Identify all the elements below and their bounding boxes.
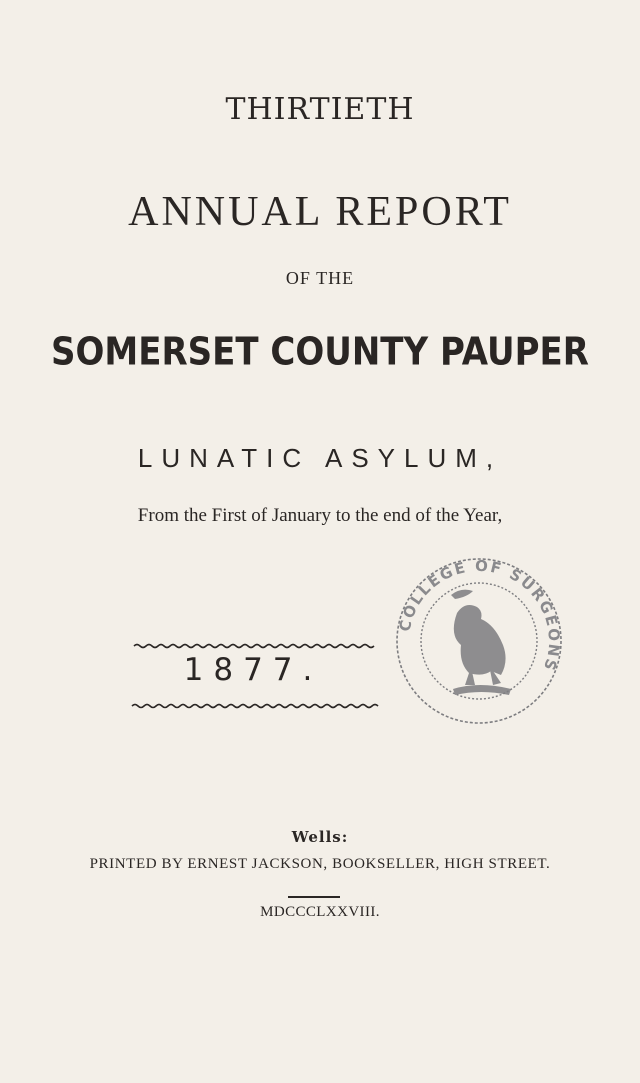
year-block: [128, 640, 388, 715]
institution-name-line2: LUNATIC ASYLUM,: [137, 443, 503, 473]
report-title: ANNUAL REPORT: [128, 189, 512, 235]
of-the-text: OF THE: [285, 268, 355, 288]
library-stamp: [393, 555, 565, 727]
library-stamp-bird-icon: [393, 555, 565, 727]
printer-imprint: PRINTED BY ERNEST JACKSON, BOOKSELLER, HIGH STREET.: [89, 856, 551, 872]
report-year: 1877.: [183, 652, 323, 688]
imprint-place: Wells:: [291, 828, 349, 846]
report-ordinal: THIRTIETH: [225, 92, 415, 127]
divider-rule: [288, 896, 340, 898]
report-period: From the First of January to the end of the Year,: [137, 505, 503, 526]
imprint-date: MDCCCLXXVIII.: [260, 904, 380, 920]
institution-name: SOMERSET COUNTY PAUPER: [51, 329, 589, 375]
svg-text:COLLEGE OF SURGEONS: COLLEGE OF SURGEONS: [395, 556, 564, 675]
